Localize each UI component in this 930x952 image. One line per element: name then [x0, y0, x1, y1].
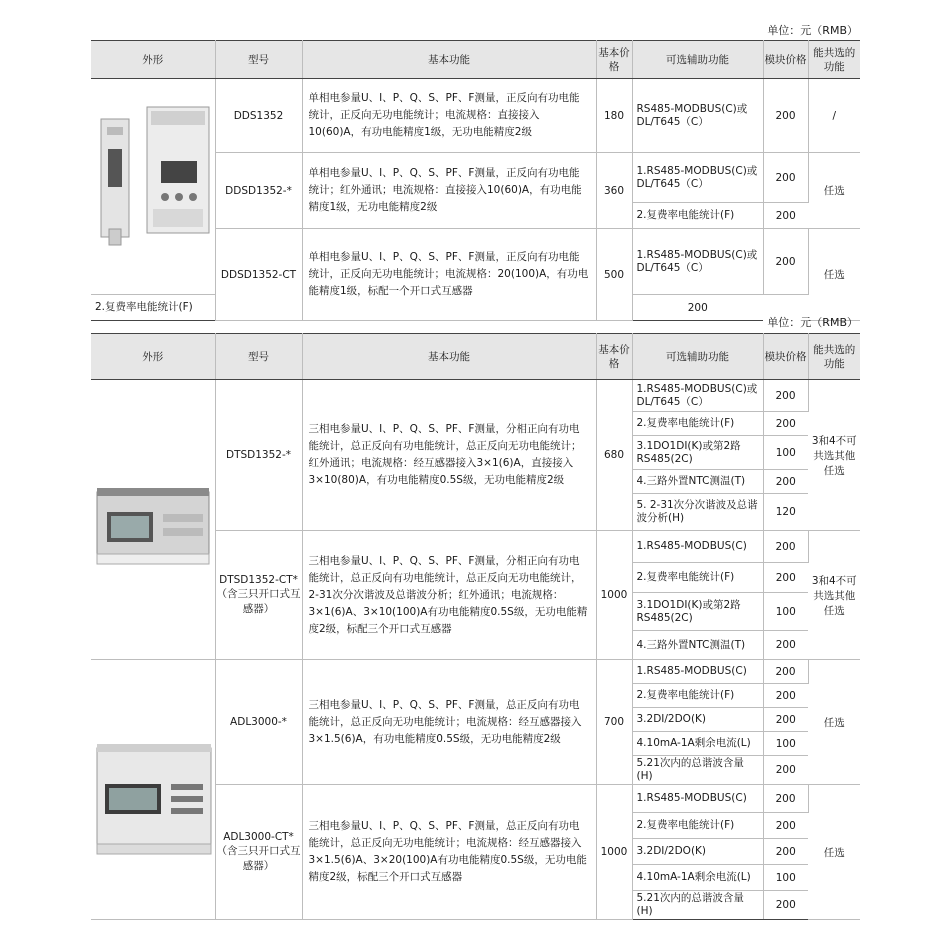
- header-shared-function: 能共选的功能: [808, 41, 860, 79]
- module-price-cell: 200: [763, 785, 808, 813]
- header-optional-function: 可选辅助功能: [632, 334, 763, 380]
- header-module-price: 模块价格: [763, 41, 808, 79]
- price-cell: 700: [596, 660, 632, 785]
- module-price-cell: 200: [763, 203, 808, 229]
- module-price-cell: 200: [763, 412, 808, 436]
- option-cell: 1.RS485-MODBUS(C)或DL/T645（C）: [632, 153, 763, 203]
- model-cell: DTSD1352-*: [215, 380, 302, 531]
- module-price-cell: 200: [763, 631, 808, 660]
- function-cell: 单相电参量U、I、P、Q、S、PF、F测量，正反向有功电能统计，正反向无功电能统计；电流规格：直接接入10(60)A，有功电能精度1级，无功电能精度2级: [302, 79, 596, 153]
- model-cell: DDS1352: [215, 79, 302, 153]
- shared-cell: 3和4不可共选其他任选: [808, 380, 860, 531]
- module-price-cell: 200: [763, 660, 808, 684]
- option-cell: 3.2DI/2DO(K): [632, 839, 763, 865]
- product-image-three-phase: [91, 380, 215, 660]
- header-appearance: 外形: [91, 334, 215, 380]
- single-phase-meter-image: [91, 79, 215, 291]
- price-table-1: [91, 40, 860, 321]
- function-cell: 单相电参量U、I、P、Q、S、PF、F测量，正反向有功电能统计；红外通讯；电流规格：直接接入10(60)A，有功电能精度1级，无功电能精度2级: [302, 153, 596, 229]
- function-cell: 三相电参量U、I、P、Q、S、PF、F测量，总正反向有功电能统计，总正反向无功电能统计；电流规格：经互感器接入3×1.5(6)A、3×20(100)A有功电能精度0.5S级，无功电能精度2级，标配三个开口式互感器: [302, 785, 596, 920]
- option-cell: 4.三路外置NTC测温(T): [632, 470, 763, 494]
- option-cell: 3.1DO1DI(K)或第2路RS485(2C): [632, 436, 763, 470]
- module-price-cell: 200: [763, 891, 808, 920]
- shared-cell: 任选: [808, 153, 860, 229]
- price-cell: 360: [596, 153, 632, 229]
- module-price-cell: 200: [763, 839, 808, 865]
- price-cell: 180: [596, 79, 632, 153]
- option-cell: 2.复费率电能统计(F): [632, 203, 763, 229]
- shared-cell: 任选: [808, 785, 860, 920]
- shared-cell: 任选: [808, 660, 860, 785]
- option-cell: 2.复费率电能统计(F): [91, 295, 215, 321]
- option-cell: 2.复费率电能统计(F): [632, 684, 763, 708]
- function-cell: 单相电参量U、I、P、Q、S、PF、F测量，正反向有功电能统计，正反向无功电能统计；电流规格：20(100)A，有功电能精度1级，标配一个开口式互感器: [302, 229, 596, 321]
- table-row: [91, 660, 860, 684]
- unit-label-1: 单位：元（RMB）: [767, 24, 858, 37]
- module-price-cell: 200: [763, 229, 808, 295]
- model-cell: ADL3000-*: [215, 660, 302, 785]
- module-price-cell: 120: [763, 494, 808, 531]
- function-cell: 三相电参量U、I、P、Q、S、PF、F测量，总正反向有功电能统计，总正反向无功电能统计；电流规格：经互感器接入3×1.5(6)A，有功电能精度0.5S级，无功电能精度2级: [302, 660, 596, 785]
- price-cell: 1000: [596, 785, 632, 920]
- price-cell: 1000: [596, 531, 632, 660]
- option-cell: 2.复费率电能统计(F): [632, 813, 763, 839]
- option-cell: 1.RS485-MODBUS(C): [632, 531, 763, 563]
- option-cell: 5.21次内的总谐波含量(H): [632, 756, 763, 785]
- module-price-cell: 100: [763, 593, 808, 631]
- option-cell: 2.复费率电能统计(F): [632, 412, 763, 436]
- shared-cell: /: [808, 79, 860, 153]
- module-price-cell: 200: [763, 470, 808, 494]
- module-price-cell: 200: [763, 563, 808, 593]
- option-cell: 4.10mA-1A剩余电流(L): [632, 732, 763, 756]
- module-price-cell: 200: [763, 813, 808, 839]
- header-basic-function: 基本功能: [302, 41, 596, 79]
- product-image-single-phase: [91, 79, 215, 295]
- model-cell: DDSD1352-CT: [215, 229, 302, 321]
- rail-meter-image: [91, 660, 215, 916]
- model-cell: DDSD1352-*: [215, 153, 302, 229]
- option-cell: 5. 2-31次分次谐波及总谐波分析(H): [632, 494, 763, 531]
- three-phase-meter-image: [91, 380, 215, 656]
- module-price-cell: 200: [763, 79, 808, 153]
- module-price-cell: 100: [763, 732, 808, 756]
- table-row: [91, 380, 860, 412]
- option-cell: 4.10mA-1A剩余电流(L): [632, 865, 763, 891]
- unit-label-2: 单位：元（RMB）: [767, 316, 858, 329]
- header-optional-function: 可选辅助功能: [632, 41, 763, 79]
- option-cell: 1.RS485-MODBUS(C)或DL/T645（C）: [632, 380, 763, 412]
- module-price-cell: 200: [763, 531, 808, 563]
- module-price-cell: 200: [763, 756, 808, 785]
- option-cell: RS485-MODBUS(C)或DL/T645（C）: [632, 79, 763, 153]
- price-cell: 680: [596, 380, 632, 531]
- option-cell: 1.RS485-MODBUS(C): [632, 660, 763, 684]
- module-price-cell: 200: [763, 153, 808, 203]
- header-module-price: 模块价格: [763, 334, 808, 380]
- module-price-cell: 200: [763, 380, 808, 412]
- module-price-cell: 200: [763, 684, 808, 708]
- model-cell: DTSD1352-CT*（含三只开口式互感器）: [215, 531, 302, 660]
- table-row: [91, 79, 860, 153]
- module-price-cell: 100: [763, 436, 808, 470]
- option-cell: 3.2DI/2DO(K): [632, 708, 763, 732]
- price-cell: 500: [596, 229, 632, 321]
- option-cell: 1.RS485-MODBUS(C): [632, 785, 763, 813]
- header-basic-function: 基本功能: [302, 334, 596, 380]
- module-price-cell: 200: [763, 708, 808, 732]
- option-cell: 2.复费率电能统计(F): [632, 563, 763, 593]
- price-table-2: [91, 333, 860, 920]
- header-model: 型号: [215, 41, 302, 79]
- header-shared-function: 能共选的功能: [808, 334, 860, 380]
- shared-cell: 3和4不可共选其他任选: [808, 531, 860, 660]
- header-model: 型号: [215, 334, 302, 380]
- shared-cell: 任选: [808, 229, 860, 321]
- header-appearance: 外形: [91, 41, 215, 79]
- option-cell: 1.RS485-MODBUS(C)或DL/T645（C）: [632, 229, 763, 295]
- header-basic-price: 基本价格: [596, 334, 632, 380]
- module-price-cell: 100: [763, 865, 808, 891]
- function-cell: 三相电参量U、I、P、Q、S、PF、F测量，分相正向有功电能统计，总正反向有功电能统计，总正反向无功电能统计，2-31次分次谐波及总谐波分析；红外通讯；电流规格：3×1(6)A、3×10(100)A有功电能精度0.5S级，无功电能精度2级，标配三个开口式互感器: [302, 531, 596, 660]
- product-image-adl3000: [91, 660, 215, 920]
- option-cell: 5.21次内的总谐波含量(H): [632, 891, 763, 920]
- model-cell: ADL3000-CT*（含三只开口式互感器）: [215, 785, 302, 920]
- function-cell: 三相电参量U、I、P、Q、S、PF、F测量，分相正向有功电能统计，总正反向有功电能统计，总正反向无功电能统计；红外通讯；电流规格：经互感器接入3×1(6)A，直接接入3×10(80)A，有功电能精度0.5S级，无功电能精度2级: [302, 380, 596, 531]
- module-price-cell: 200: [632, 295, 763, 321]
- option-cell: 3.1DO1DI(K)或第2路RS485(2C): [632, 593, 763, 631]
- option-cell: 4.三路外置NTC测温(T): [632, 631, 763, 660]
- header-basic-price: 基本价格: [596, 41, 632, 79]
